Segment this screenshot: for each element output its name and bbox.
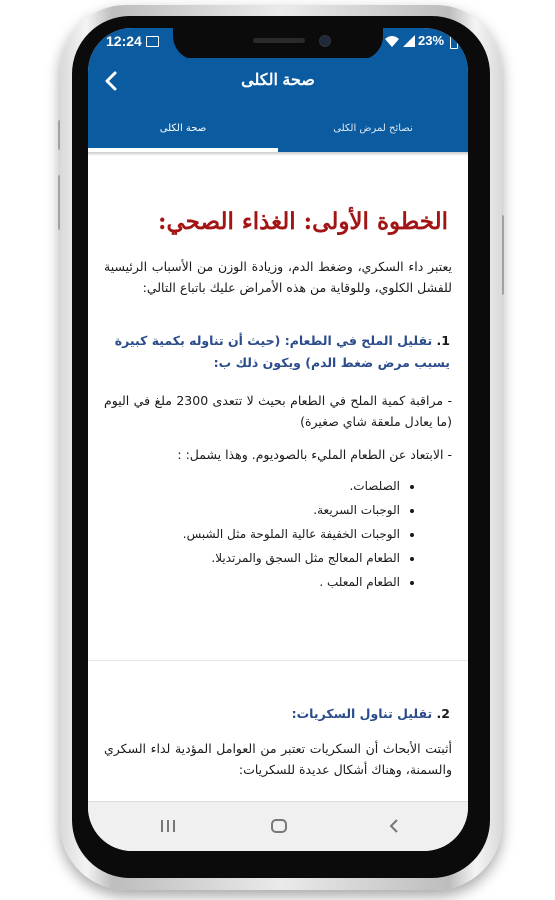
avoid-sodium-note: - الابتعاد عن الطعام المليء بالصوديوم. وهذا يشمل: : xyxy=(177,447,452,462)
signal-icon xyxy=(402,34,416,48)
list-item: • الوجبات الخفيفة عالية الملوحة مثل الشبس. xyxy=(183,522,400,546)
list-item: • الصلصات. xyxy=(183,474,400,498)
page-title: صحة الكلى xyxy=(241,72,315,89)
numbered-item-1 xyxy=(104,330,450,374)
status-time: 12:24 xyxy=(106,33,142,49)
system-navigation-bar xyxy=(88,801,468,851)
item-2-text: تقليل تناول السكريات: xyxy=(291,706,433,721)
item-1-text: تقليل الملح في الطعام: (حيث أن تناوله بكمية كبيرة يسبب مرض ضغط الدم) ويكون ذلك ب: xyxy=(114,333,450,370)
list-item: • الطعام المعلب . xyxy=(183,570,400,594)
sugar-paragraph: أثبتت الأبحاث أن السكريات تعتبر من العوامل المؤدية لداء السكري والسمنة، وهناك أشكال عديدة للسكريات: xyxy=(104,741,452,777)
list-item: • الطعام المعالج مثل السجق والمرتديلا. xyxy=(183,546,400,570)
battery-percentage: 23% xyxy=(418,33,445,48)
home-icon[interactable] xyxy=(269,817,289,835)
phone-screen xyxy=(88,28,468,851)
section-divider xyxy=(88,660,468,661)
wifi-icon xyxy=(384,34,400,48)
tab-kidney-tips[interactable]: نصائح لمرض الكلى xyxy=(333,123,413,134)
numbered-item-2 xyxy=(292,706,450,721)
camera-notch xyxy=(173,28,383,60)
battery-icon xyxy=(450,36,458,49)
earpiece-speaker xyxy=(253,38,305,43)
app-bar xyxy=(88,58,468,106)
salt-limit-note: - مراقبة كمية الملح في الطعام بحيث لا تتعدى 2300 ملغ في اليوم (ما يعادل ملعقة شاي صغيرة) xyxy=(104,393,452,429)
front-camera xyxy=(319,35,331,47)
tab-bar xyxy=(88,106,468,152)
recent-apps-icon[interactable] xyxy=(158,817,178,835)
section-heading: الخطوة الأولى: الغذاء الصحي: xyxy=(158,208,448,235)
gallery-notification-icon xyxy=(146,36,159,47)
item-1-number: 1. xyxy=(436,333,450,348)
back-nav-icon[interactable] xyxy=(384,817,404,835)
item-2-number: 2. xyxy=(436,706,450,721)
sodium-foods-list xyxy=(183,474,418,594)
list-item: • الوجبات السريعة. xyxy=(183,498,400,522)
intro-paragraph: يعتبر داء السكري، وضغط الدم، وزيادة الوزن من الأسباب الرئيسية للفشل الكلوي، وللوقاية من هذه الأمراض عليك باتباع التالي: xyxy=(104,259,452,295)
tab-kidney-health[interactable]: صحة الكلى xyxy=(159,123,207,134)
article-content[interactable] xyxy=(88,156,468,801)
